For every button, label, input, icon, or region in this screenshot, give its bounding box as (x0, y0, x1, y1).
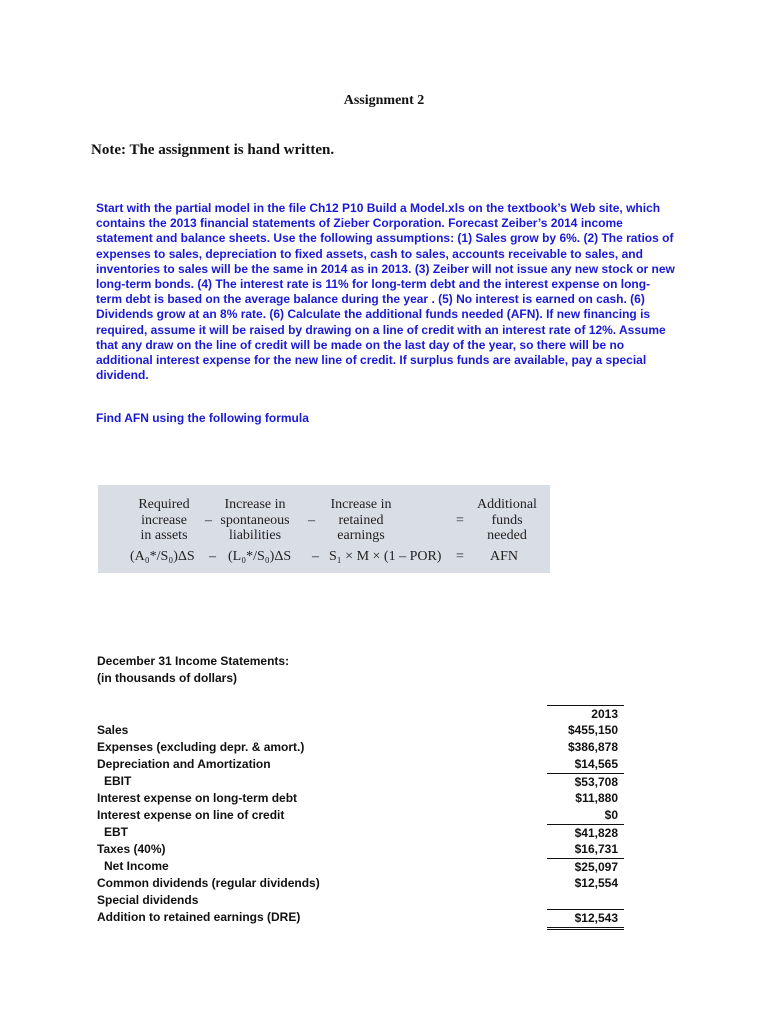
formula-spontaneous-liabilities: Increase in spontaneous liabilities (220, 497, 290, 543)
table-row: Special dividends (97, 893, 199, 907)
document-title: Assignment 2 (343, 93, 425, 108)
formula-minus-1: – (205, 513, 212, 528)
table-row: Interest expense on long-term debt $11,880 (97, 791, 618, 805)
table-row: EBT $41,828 (97, 824, 627, 841)
formula-minus-4: – (312, 549, 319, 564)
formula-equals: = (456, 513, 464, 528)
formula-symbol-retained: S₁ × M × (1 – POR) (329, 549, 442, 564)
formula-additional-funds-needed: Additional funds needed (477, 497, 537, 543)
table-row: Expenses (excluding depr. & amort.) $386,878 (97, 740, 618, 754)
year-header: 2013 (547, 705, 624, 721)
formula-equals-2: = (456, 549, 464, 564)
table-row: EBIT $53,708 (97, 773, 627, 790)
formula-minus-2: – (308, 513, 315, 528)
table-row: Common dividends (regular dividends) $12,554 (97, 876, 618, 890)
formula-symbol-afn: AFN (490, 549, 519, 564)
afn-heading: Find AFN using the following formula (96, 411, 309, 425)
table-row: Interest expense on line of credit $0 (97, 808, 618, 822)
formula-symbol-liabilities: (L₀*/S₀)ΔS (228, 549, 292, 564)
table-row: Sales $455,150 (97, 723, 618, 737)
formula-required-increase-in-assets: Required increase in assets (138, 497, 190, 543)
formula-retained-earnings: Increase in retained earnings (330, 497, 392, 543)
formula-minus-3: – (209, 549, 216, 564)
income-statement-title: December 31 Income Statements: (in thousands of dollars) (97, 654, 290, 685)
table-row: Taxes (40%) $16,731 (97, 842, 618, 856)
income-statement-table (97, 705, 627, 926)
assignment-prompt: Start with the partial model in the file Ch12 P10 Build a Model.xls on the textbook’s Web site, which contains the 2013 financial statements of Zieber Corporation. Forecast Zeiber’s 2014 income statement and balance sheets. Use the following assumptions: (1) Sales grow by 6%. (2) The ratios of expenses to sales, depreciation to fixed assets, cash to sales, accounts receivable to sales, and inventories to sales will be the same in 2014 as in 2013. (3) Zeiber will not issue any new stock or new long-term bonds. (4) The interest rate is 11% for long-term debt and the interest expense on long-term debt is based on the average balance during the year . (5) No interest is earned on cash. (6) Dividends grow at an 8% rate. (6) Calculate the additional funds needed (AFN). If new financing is required, assume it will be raised by drawing on a line of credit with an interest rate of 12%. Assume that any draw on the line of credit will be made on the last day of the year, so there will be no additional interest expense for the new line of credit. If surplus funds are available, pay a special dividend. (96, 201, 675, 383)
afn-formula-image (98, 485, 550, 573)
table-row: Depreciation and Amortization $14,565 (97, 757, 618, 771)
note-text: Note: The assignment is hand written. (91, 142, 335, 158)
year-header-row (97, 705, 627, 722)
table-row: Net Income $25,097 (97, 858, 627, 875)
table-row: Addition to retained earnings (DRE) $12,543 (97, 909, 627, 926)
formula-symbol-assets: (A₀*/S₀)ΔS (130, 549, 195, 564)
